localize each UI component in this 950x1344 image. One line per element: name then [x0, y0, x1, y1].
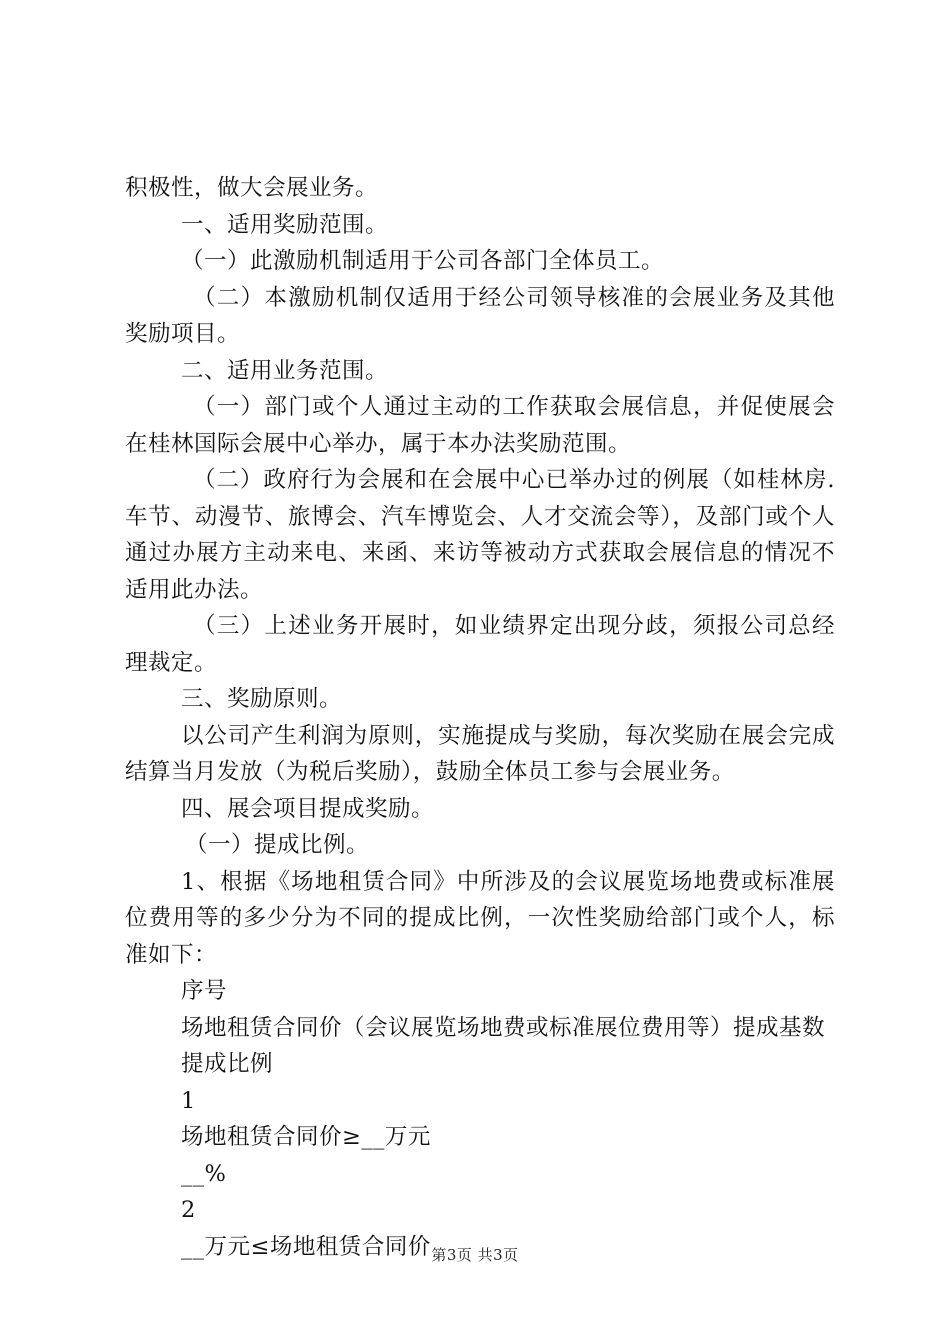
table-header-ratio: 提成比例: [181, 1051, 274, 1077]
table-header-index: 序号: [181, 978, 228, 1004]
paragraph-scope-1: （一）此激励机制适用于公司各部门全体员工。: [181, 248, 665, 274]
table-row-1-base: 场地租赁合同价≥__万元: [181, 1124, 431, 1150]
table-header-base: 场地租赁合同价（会议展览场地费或标准展位费用等）提成基数: [181, 1014, 826, 1041]
paragraph-business-3: （三）上述业务开展时，如业绩界定出现分歧，须报公司总经理裁定。: [125, 613, 835, 676]
section-heading-commission: 四、展会项目提成奖励。: [181, 795, 435, 822]
paragraph-scope-2: （二）本激励机制仅适用于经公司领导核准的会展业务及其他奖励项目。: [125, 284, 835, 347]
paragraph-continuation: 积极性，做大会展业务。: [125, 175, 379, 201]
paragraph-ratio-1: 1、根据《场地租赁合同》中所涉及的会议展览场地费或标准展位费用等的多少分为不同的提成比例，一次性奖励给部门或个人，标准如下：: [125, 868, 835, 968]
section-heading-principle: 三、奖励原则。: [181, 686, 343, 712]
section-heading-business: 二、适用业务范围。: [181, 357, 389, 384]
page-footer: 第3页 共3页: [431, 1246, 519, 1264]
table-row-2-base: __万元≤场地租赁合同价: [181, 1233, 431, 1260]
paragraph-business-1: （一）部门或个人通过主动的工作获取会展信息，并促使展会在桂林国际会展中心举办，属于本办法奖励范围。: [125, 394, 835, 457]
table-row-2-index: 2: [181, 1197, 196, 1223]
table-row-1-ratio: __%: [181, 1160, 227, 1187]
section-heading-scope: 一、适用奖励范围。: [181, 211, 389, 238]
paragraph-business-2: （二）政府行为会展和在会展中心已举办过的例展（如桂林房.车节、动漫节、旅博会、汽车博览会、人才交流会等），及部门或个人通过办展方主动来电、来函、来访等被动方式获取会展信息的情况不适用此办法。: [125, 467, 835, 603]
subheading-ratio: （一）提成比例。: [185, 832, 370, 858]
paragraph-principle: 以公司产生利润为原则，实施提成与奖励，每次奖励在展会完成结算当月发放（为税后奖励），鼓励全体员工参与会展业务。: [125, 722, 835, 785]
table-row-1-index: 1: [181, 1087, 196, 1114]
document-body: [125, 170, 835, 1265]
